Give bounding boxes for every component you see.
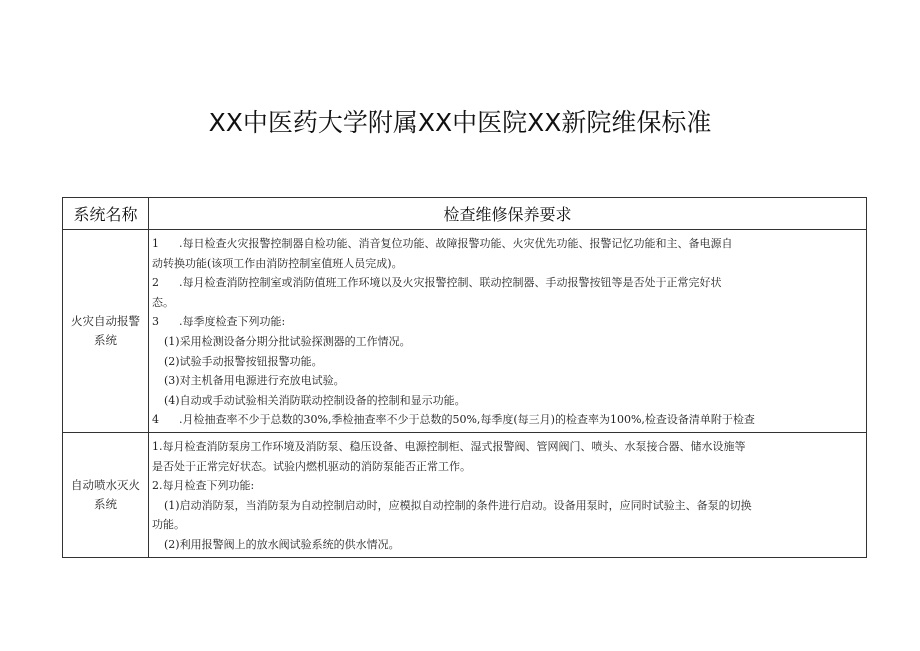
system-name-line: 火灾自动报警 bbox=[71, 313, 140, 328]
requirement-line: (2)试验手动报警按钮报警功能。 bbox=[164, 354, 323, 368]
requirements-cell bbox=[149, 432, 867, 557]
requirement-line: (1)采用检测设备分期分批试验探测器的工作情况。 bbox=[164, 334, 411, 348]
document-title: XX中医药大学附属XX中医院XX新院维保标准 bbox=[208, 108, 712, 137]
system-name-cell bbox=[63, 230, 149, 433]
system-name-line: 系统 bbox=[94, 496, 117, 511]
table-row-fire-alarm bbox=[63, 230, 867, 433]
requirement-line: 动转换功能(该项工作由消防控制室值班人员完成)。 bbox=[152, 256, 403, 270]
system-name-line: 系统 bbox=[94, 332, 117, 347]
requirement-line: (4)自动或手动试验相关消防联动控制设备的控制和显示功能。 bbox=[164, 393, 466, 407]
system-name-cell bbox=[63, 432, 149, 557]
requirement-line: 1.每月检查消防泵房工作环境及消防泵、稳压设备、电源控制柜、湿式报警阀、管网阀门、喷头、水泵接合器、储水设施等 bbox=[152, 439, 746, 453]
requirement-line: 3 .每季度检查下列功能: bbox=[152, 315, 286, 329]
requirement-line: 1 .每日检查火灾报警控制器自检功能、消音复位功能、故障报警功能、火灾优先功能、报警记忆功能和主、备电源自 bbox=[152, 237, 733, 250]
table-row-sprinkler bbox=[63, 432, 867, 557]
header-system-name: 系统名称 bbox=[63, 198, 149, 230]
requirement-line: (1)启动消防泵，当消防泵为自动控制启动时，应模拟自动控制的条件进行启动。设备用泵时，应同时试验主、备泵的切换 bbox=[164, 498, 752, 512]
requirement-line: (3)对主机备用电源进行充放电试验。 bbox=[164, 374, 345, 388]
requirement-line: 功能。 bbox=[152, 518, 185, 532]
requirements-cell bbox=[149, 230, 867, 433]
requirement-line: 是否处于正常完好状态。试验内燃机驱动的消防泵能否正常工作。 bbox=[152, 459, 471, 473]
requirement-line: 2.每月检查下列功能: bbox=[152, 479, 255, 493]
header-requirements: 检查维修保养要求 bbox=[149, 198, 867, 230]
table-header-row bbox=[63, 198, 867, 230]
requirement-line: 态。 bbox=[152, 295, 174, 309]
maintenance-standards-table bbox=[62, 197, 867, 558]
requirement-line: (2)利用报警阀上的放水阀试验系统的供水情况。 bbox=[164, 537, 400, 551]
requirement-line: 2 .每月检查消防控制室或消防值班工作环境以及火灾报警控制、联动控制器、手动报警按钮等是否处于正常完好状 bbox=[152, 276, 722, 290]
system-name-line: 自动喷水灭火 bbox=[71, 477, 140, 492]
requirement-line: 4 .月检抽查率不少于总数的30%,季检抽查率不少于总数的50%,每季度(每三月)的检查率为100%,检查设备清单附于检查 bbox=[152, 413, 755, 427]
